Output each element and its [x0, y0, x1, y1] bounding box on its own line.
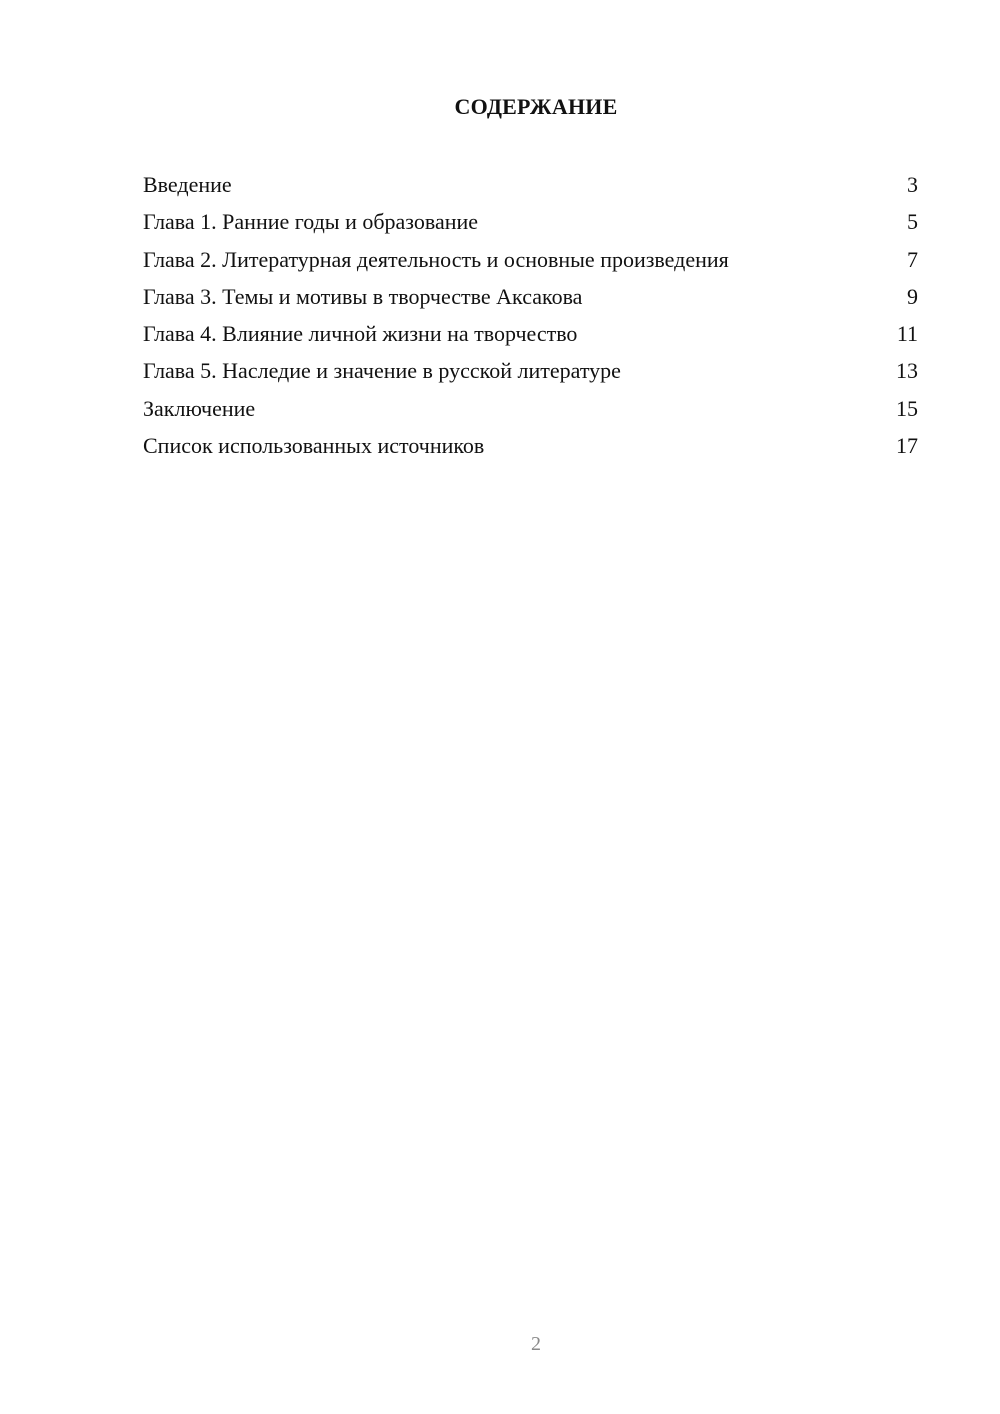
toc-entry-introduction: [143, 168, 918, 205]
toc-entry-label: Глава 4. Влияние личной жизни на творчество: [143, 321, 578, 347]
toc-entry-chapter-3: [143, 280, 918, 317]
toc-entry-chapter-4: [143, 317, 918, 354]
toc-entry-references: [143, 429, 918, 466]
toc-entry-page: 17: [896, 433, 918, 459]
toc-entry-label: Глава 3. Темы и мотивы в творчестве Аксакова: [143, 283, 583, 309]
toc-entry-chapter-1: [143, 205, 918, 242]
toc-entry-page: 11: [896, 321, 918, 347]
page-title: СОДЕРЖАНИЕ: [454, 94, 618, 119]
toc-entry-page: 13: [896, 358, 918, 384]
toc-entry-page: 9: [907, 283, 918, 309]
toc-entry-chapter-2: [143, 243, 918, 280]
toc-entry-label: Список использованных источников: [143, 433, 485, 459]
toc-entry-label: Глава 1. Ранние годы и образование: [143, 209, 479, 235]
toc-entry-page: 3: [907, 172, 918, 197]
toc-entry-page: 5: [907, 209, 918, 235]
toc-entry-label: Заключение: [143, 395, 256, 421]
toc-entry-conclusion: [143, 392, 918, 429]
table-of-contents: [143, 168, 918, 466]
toc-entry-page: 15: [896, 395, 918, 421]
toc-entry-label: Глава 2. Литературная деятельность и основные произведения: [143, 246, 729, 272]
toc-entry-chapter-5: [143, 354, 918, 391]
toc-entry-page: 7: [907, 246, 918, 272]
toc-entry-label: Глава 5. Наследие и значение в русской литературе: [143, 358, 621, 384]
toc-entry-label: Введение: [143, 172, 232, 197]
page-number: 2: [531, 1333, 541, 1355]
